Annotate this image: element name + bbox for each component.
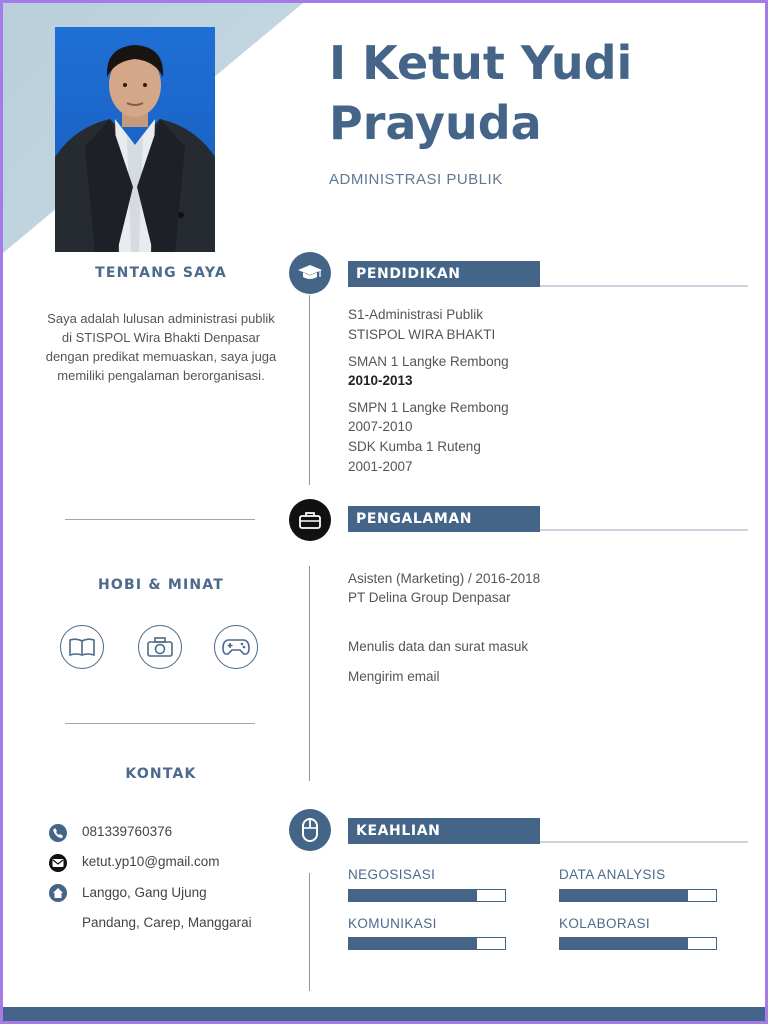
divider bbox=[65, 723, 255, 724]
email-text: ketut.yp10@gmail.com bbox=[82, 854, 220, 869]
edu-line: SMPN 1 Langke Rembong bbox=[348, 400, 509, 415]
gamepad-icon bbox=[214, 625, 258, 669]
address-line-2: Pandang, Carep, Manggarai bbox=[82, 915, 252, 930]
profile-photo bbox=[55, 27, 215, 252]
address-line-1: Langgo, Gang Ujung bbox=[82, 885, 207, 900]
email-icon bbox=[49, 854, 67, 872]
experience-role: Asisten (Marketing) / 2016-2018 bbox=[348, 571, 541, 586]
edu-line: S1-Administrasi Publik bbox=[348, 307, 484, 322]
experience-task: Menulis data dan surat masuk bbox=[348, 639, 529, 654]
edu-line: SMAN 1 Langke Rembong bbox=[348, 354, 509, 369]
skills-heading: KEAHLIAN bbox=[348, 818, 540, 844]
skill-label: KOMUNIKASI bbox=[348, 916, 437, 931]
mouse-icon bbox=[289, 809, 331, 851]
edu-line: 2001-2007 bbox=[348, 459, 413, 474]
name-line-1: I Ketut Yudi bbox=[329, 36, 633, 90]
hobbies-heading: HOBI & MINAT bbox=[97, 577, 224, 593]
edu-line: 2007-2010 bbox=[348, 419, 413, 434]
about-heading: TENTANG SAYA bbox=[95, 265, 227, 281]
skill-fill bbox=[349, 938, 477, 949]
name-line-2: Prayuda bbox=[329, 96, 542, 150]
section-underline bbox=[540, 529, 748, 531]
phone-icon bbox=[49, 824, 67, 842]
contact-address bbox=[49, 884, 252, 938]
contact-heading: KONTAK bbox=[125, 766, 197, 782]
book-icon bbox=[60, 625, 104, 669]
skill-bar-kolaborasi bbox=[559, 937, 717, 950]
skill-label: NEGOSISASI bbox=[348, 867, 436, 882]
skill-label: KOLABORASI bbox=[559, 916, 651, 931]
section-underline bbox=[540, 285, 748, 287]
timeline-line bbox=[309, 873, 310, 991]
edu-line: SDK Kumba 1 Ruteng bbox=[348, 439, 481, 454]
camera-icon bbox=[138, 625, 182, 669]
section-underline bbox=[540, 841, 748, 843]
skill-label: DATA ANALYSIS bbox=[559, 867, 666, 882]
phone-text: 081339760376 bbox=[82, 824, 173, 839]
skill-fill bbox=[349, 890, 477, 901]
about-text: Saya adalah lulusan administrasi publik di STISPOL Wira Bhakti Denpasar dengan predikat memuaskan, saya juga memiliki pengalaman berorganisasi. bbox=[45, 311, 277, 383]
skill-bar-negosisasi bbox=[348, 889, 506, 902]
divider bbox=[65, 519, 255, 520]
graduation-cap-icon bbox=[289, 252, 331, 294]
home-icon bbox=[49, 884, 67, 902]
experience-heading: PENGALAMAN bbox=[348, 506, 540, 532]
briefcase-icon bbox=[289, 499, 331, 541]
contact-phone bbox=[49, 824, 172, 842]
experience-company: PT Delina Group Denpasar bbox=[348, 590, 511, 605]
full-name bbox=[329, 33, 749, 153]
skill-fill bbox=[560, 890, 688, 901]
skill-bar-komunikasi bbox=[348, 937, 506, 950]
job-subtitle: ADMINISTRASI PUBLIK bbox=[329, 171, 503, 188]
edu-line: STISPOL WIRA BHAKTI bbox=[348, 327, 496, 342]
skill-fill bbox=[560, 938, 688, 949]
contact-email bbox=[49, 854, 220, 872]
experience-task: Mengirim email bbox=[348, 669, 440, 684]
edu-line: 2010-2013 bbox=[348, 373, 413, 388]
footer-bar bbox=[3, 1007, 765, 1021]
timeline-line bbox=[309, 566, 310, 781]
timeline-line bbox=[309, 295, 310, 485]
education-heading: PENDIDIKAN bbox=[348, 261, 540, 287]
skill-bar-data-analysis bbox=[559, 889, 717, 902]
